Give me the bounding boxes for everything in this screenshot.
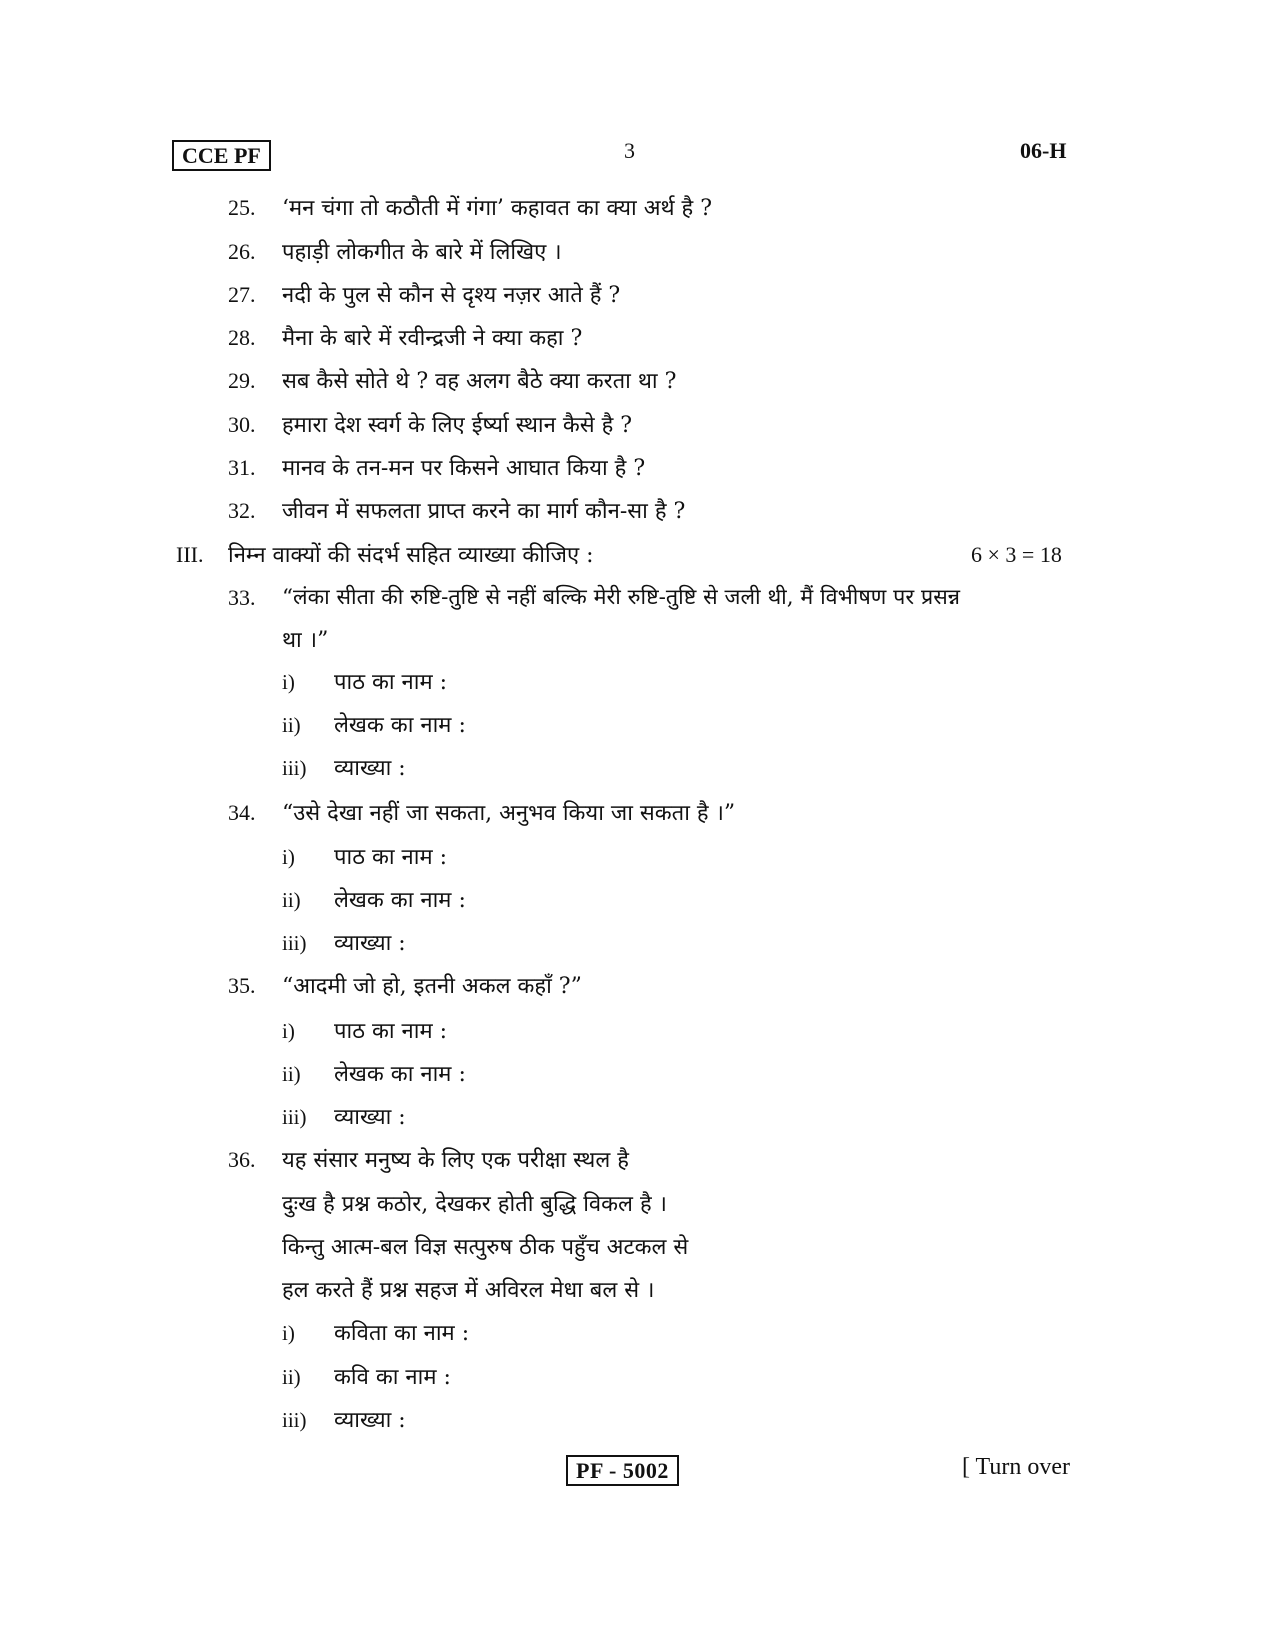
sub-question-label: i) xyxy=(282,845,295,869)
sub-question-text: व्याख्या : xyxy=(334,1105,406,1130)
question-number: 32. xyxy=(228,498,256,523)
paper-series-box: CCE PF xyxy=(172,140,271,171)
question-number: 33. xyxy=(228,585,256,610)
question-number: 29. xyxy=(228,368,256,393)
paper-footer-code-box: PF - 5002 xyxy=(566,1455,679,1486)
question-text: “आदमी जो हो, इतनी अकल कहाँ ?” xyxy=(282,974,582,999)
question-text: सब कैसे सोते थे ? वह अलग बैठे क्या करता था ? xyxy=(282,369,677,394)
sub-question-label: iii) xyxy=(282,931,307,955)
poem-line: यह संसार मनुष्य के लिए एक परीक्षा स्थल है xyxy=(282,1148,629,1173)
section-marks: 6 × 3 = 18 xyxy=(971,542,1062,567)
question-number: 27. xyxy=(228,282,256,307)
sub-question-text: व्याख्या : xyxy=(334,931,406,956)
sub-question-label: iii) xyxy=(282,1105,307,1129)
sub-question-label: i) xyxy=(282,670,295,694)
sub-question-text: लेखक का नाम : xyxy=(334,888,466,913)
section-instruction: निम्न वाक्यों की संदर्भ सहित व्याख्या कीजिए : xyxy=(228,543,594,568)
sub-question-text: कविता का नाम : xyxy=(334,1321,470,1346)
poem-line: हल करते हैं प्रश्न सहज में अविरल मेधा बल से । xyxy=(282,1278,655,1303)
question-text: जीवन में सफलता प्राप्त करने का मार्ग कौन-सा है ? xyxy=(282,499,686,524)
question-text: “उसे देखा नहीं जा सकता, अनुभव किया जा सकता है ।” xyxy=(282,801,736,826)
sub-question-label: i) xyxy=(282,1019,295,1043)
sub-question-text: पाठ का नाम : xyxy=(334,670,448,695)
question-number: 25. xyxy=(228,195,256,220)
turn-over-note: [ Turn over xyxy=(962,1454,1071,1480)
sub-question-label: i) xyxy=(282,1321,295,1345)
question-number: 36. xyxy=(228,1147,256,1172)
sub-question-text: व्याख्या : xyxy=(334,1408,406,1433)
sub-question-text: लेखक का नाम : xyxy=(334,1062,466,1087)
poem-line: किन्तु आत्म-बल विज्ञ सत्पुरुष ठीक पहुँच अटकल से xyxy=(282,1235,689,1260)
section-roman-numeral: III. xyxy=(176,542,204,567)
sub-question-text: कवि का नाम : xyxy=(334,1365,451,1390)
question-text: पहाड़ी लोकगीत के बारे में लिखिए । xyxy=(282,240,562,265)
question-text: हमारा देश स्वर्ग के लिए ईर्ष्या स्थान कैसे है ? xyxy=(282,413,633,438)
question-text-continued: था ।” xyxy=(282,628,329,653)
sub-question-text: पाठ का नाम : xyxy=(334,1019,448,1044)
question-text: मानव के तन-मन पर किसने आघात किया है ? xyxy=(282,456,646,481)
question-text: “लंका सीता की रुष्टि-तुष्टि से नहीं बल्कि मेरी रुष्टि-तुष्टि से जली थी, मैं विभीषण पर प्रसन्न xyxy=(282,585,960,610)
page-number: 3 xyxy=(624,138,635,163)
question-text: ‘मन चंगा तो कठौती में गंगा’ कहावत का क्या अर्थ है ? xyxy=(282,196,713,221)
sub-question-label: iii) xyxy=(282,756,307,780)
sub-question-text: पाठ का नाम : xyxy=(334,845,448,870)
question-number: 28. xyxy=(228,325,256,350)
sub-question-label: ii) xyxy=(282,1062,301,1086)
sub-question-label: ii) xyxy=(282,713,301,737)
sub-question-label: ii) xyxy=(282,888,301,912)
question-number: 30. xyxy=(228,412,256,437)
sub-question-text: लेखक का नाम : xyxy=(334,713,466,738)
question-text: मैना के बारे में रवीन्द्रजी ने क्या कहा ? xyxy=(282,326,583,351)
sub-question-label: iii) xyxy=(282,1408,307,1432)
question-number: 31. xyxy=(228,455,256,480)
question-text: नदी के पुल से कौन से दृश्य नज़र आते हैं ? xyxy=(282,283,621,308)
sub-question-text: व्याख्या : xyxy=(334,756,406,781)
poem-line: दुःख है प्रश्न कठोर, देखकर होती बुद्धि विकल है । xyxy=(282,1192,667,1217)
paper-code: 06-H xyxy=(1020,138,1067,163)
sub-question-label: ii) xyxy=(282,1365,301,1389)
question-number: 34. xyxy=(228,800,256,825)
question-number: 35. xyxy=(228,973,256,998)
question-number: 26. xyxy=(228,239,256,264)
